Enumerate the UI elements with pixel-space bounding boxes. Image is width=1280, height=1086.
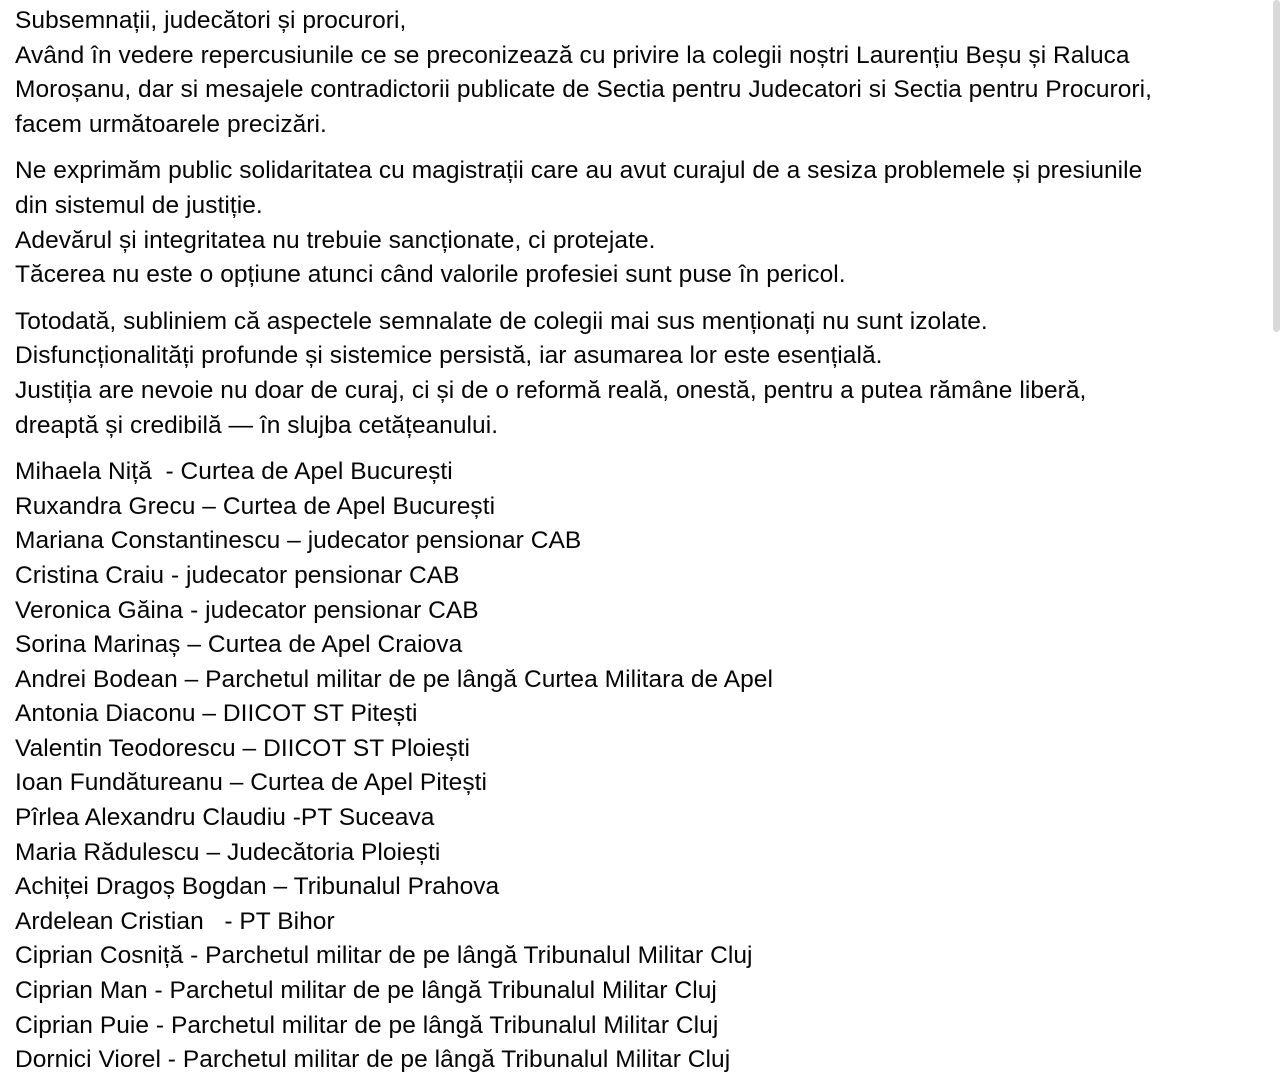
paragraph-line: Având în vedere repercusiunile ce se preconizează cu privire la colegii noștri Laurențiu Beșu și Raluca — [15, 41, 1130, 69]
signatory-item: Sorina Marinaș – Curtea de Apel Craiova — [15, 631, 463, 659]
paragraph-line: Disfuncționalități profunde și sistemice persistă, iar asumarea lor este esențială. — [15, 342, 883, 370]
signatory-item: Mihaela Niță - Curtea de Apel București — [15, 458, 453, 486]
signatory-item: Ciprian Cosniță - Parchetul militar de pe lângă Tribunalul Militar Cluj — [15, 942, 753, 970]
signatory-item: Valentin Teodorescu – DIICOT ST Ploiești — [15, 734, 471, 762]
signatory-item: Ciprian Man - Parchetul militar de pe lângă Tribunalul Militar Cluj — [15, 977, 717, 1005]
signatory-item: Dornici Viorel - Parchetul militar de pe lângă Tribunalul Militar Cluj — [15, 1046, 731, 1074]
signatory-item: Veronica Găina - judecator pensionar CAB — [15, 596, 479, 624]
signatory-item: Achiței Dragoș Bogdan – Tribunalul Prahova — [15, 873, 500, 901]
paragraph-line: Totodată, subliniem că aspectele semnalate de colegii mai sus menționați nu sunt izolate. — [15, 307, 988, 335]
signatory-item: Maria Rădulescu – Judecătoria Ploiești — [15, 838, 441, 866]
paragraph-line: Justiția are nevoie nu doar de curaj, ci și de o reformă reală, onestă, pentru a putea rămâne liberă, — [15, 376, 1087, 404]
signatory-item: Mariana Constantinescu – judecator pensionar CAB — [15, 527, 582, 555]
paragraph-line: Moroșanu, dar si mesajele contradictorii publicate de Sectia pentru Judecatori si Sectia pentru Procurori, — [15, 76, 1152, 104]
paragraph-line: Adevărul și integritatea nu trebuie sancționate, ci protejate. — [15, 226, 656, 254]
post-body — [15, 4, 1273, 1078]
paragraph-line: dreaptă și credibilă — în slujba cetățeanului. — [15, 411, 499, 439]
paragraph-line: Tăcerea nu este o opțiune atunci când valorile profesiei sunt puse în pericol. — [15, 261, 846, 289]
scrollbar-thumb[interactable] — [1273, 0, 1280, 332]
signatory-item: Ioan Fundătureanu – Curtea de Apel Pitești — [15, 769, 488, 797]
paragraph-reform — [15, 305, 1273, 443]
paragraph-solidarity — [15, 154, 1273, 292]
signatory-item: Antonia Diaconu – DIICOT ST Pitești — [15, 700, 418, 728]
paragraph-intro — [15, 4, 1273, 142]
signatory-item: Andrei Bodean – Parchetul militar de pe lângă Curtea Militara de Apel — [15, 665, 773, 693]
signatory-item: Pîrlea Alexandru Claudiu -PT Suceava — [15, 804, 435, 832]
paragraph-line: Ne exprimăm public solidaritatea cu magistrații care au avut curajul de a sesiza problemele și presiunile — [15, 157, 1143, 185]
signatory-item: Cristina Craiu - judecator pensionar CAB — [15, 561, 460, 589]
signatory-item: Ruxandra Grecu – Curtea de Apel București — [15, 492, 496, 520]
signatories-list — [15, 455, 1273, 1078]
paragraph-line: facem următoarele precizări. — [15, 110, 327, 138]
paragraph-line: din sistemul de justiție. — [15, 191, 263, 219]
paragraph-line: Subsemnații, judecători și procurori, — [15, 7, 407, 34]
signatory-item: Ciprian Puie - Parchetul militar de pe lângă Tribunalul Militar Cluj — [15, 1011, 719, 1039]
signatory-item: Ardelean Cristian - PT Bihor — [15, 907, 335, 935]
